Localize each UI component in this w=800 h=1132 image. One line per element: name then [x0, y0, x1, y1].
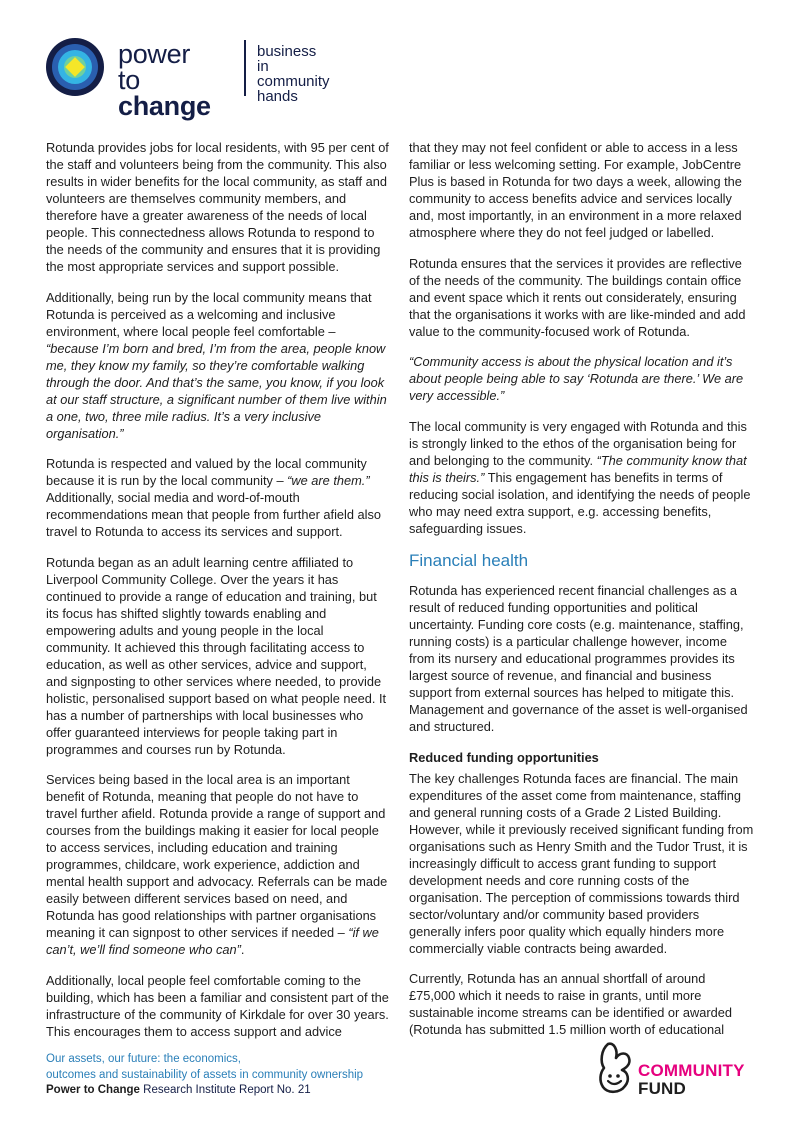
brand-name [118, 41, 211, 119]
paragraph: The key challenges Rotunda faces are financial. The main expenditures of the asset come from maintenance, staffing and general running costs of a Grade 2 Listed Building. However, while it previously received significant funding from organisations such as Henry Smith and the Tudor Trust, it is increasingly difficult to access grant funding to support development needs and core running costs of the organisation. The perception of commissions towards third sector/voluntary and/or community based providers generally infers poor quality which equally hinders more commercially viable contracts being awarded. [409, 770, 754, 956]
paragraph-text: Rotunda is respected and valued by the local community because it is run by the local community – [46, 456, 367, 488]
paragraph [409, 418, 754, 537]
paragraph-text: This engagement has benefits in terms of reducing social isolation, and identifying the needs of people who may need extra support, e.g. accessing benefits, safeguarding issues. [409, 469, 751, 536]
crossed-fingers-icon [596, 1040, 636, 1100]
paragraph-text: The local community is very engaged with Rotunda and this is strongly linked to the ethos of the organisation being for and belonging to the community. [409, 418, 747, 468]
quote: “Community access is about the physical location and it’s about people being able to say ‘Rotunda are there.’ We are very accessible.” [409, 354, 744, 403]
paragraph-text: . [240, 942, 245, 957]
logo-divider [244, 40, 246, 96]
footer-line [46, 1083, 363, 1099]
paragraph [46, 289, 391, 442]
paragraph: Rotunda ensures that the services it provides are reflective of the needs of the community. The buildings contain office and event space which it rents out considerately, ensuring that the organisations it works with are like-minded and add value to the community-focused work of Rotunda. [409, 255, 746, 339]
brand-word-2: change [118, 91, 211, 121]
paragraph [409, 353, 754, 404]
paragraph [46, 455, 391, 540]
footer-report: Research Institute Report No. 21 [139, 1084, 311, 1096]
brand-word-1: power to [118, 39, 191, 95]
paragraph [46, 771, 391, 958]
quote: “because I’m born and bred, I’m from the area, people know me, they know my family, so they’re comfortable walking through the door. And that’s the same, you know, if you look at our staff structure, a significant number of them live within a one, two, three mile radius. It’s a very inclusive organisation.” [46, 340, 387, 441]
footer-brand: Power to Change [46, 1084, 140, 1096]
tagline-line: community [257, 73, 330, 90]
paragraph-text: Additionally, being run by the local community means that Rotunda is perceived as a welcoming and inclusive environment, where local people feel comfortable – [46, 289, 372, 339]
tagline-line: hands [257, 88, 298, 105]
quote: “if we can’t, we’ll find someone who can” [46, 925, 379, 957]
tagline-line: business in [257, 43, 317, 75]
left-column [46, 139, 391, 1040]
fund-word-1: COMMUNITY [638, 1061, 745, 1080]
paragraph-text: Services being based in the local area is an important benefit of Rotunda, meaning that people do not have to travel further afield. Rotunda provide a range of support and courses from the buildings making it easier for local people to access services, including education and training programmes, childcare, work experience, addiction and mental health support and advocacy. Referrals can be made easily between different services based on need, and Rotunda has good relationships with partner organisations meaning it can signpost to other services if needed – [46, 772, 388, 940]
quote: “we are them.” [287, 473, 370, 488]
section-heading: Financial health [409, 551, 529, 570]
paragraph: Additionally, local people feel comfortable coming to the building, which has been a familiar and consistent part of the infrastructure of the community of Kirkdale for over 30 years. This encourages them to access support and advice [46, 972, 389, 1039]
page-footer [46, 1052, 363, 1099]
paragraph: Rotunda began as an adult learning centre affiliated to Liverpool Community College. Over the years it has continued to provide a range of education and training, but its focus has shifted slightly towards enabling and empowering adults and young people in the local community. It achieved this through facilitating access to education, as well as other services, advice and support, and signposting to other services where needed, to provide holistic, personalised support based on what people need. It has a number of partnerships with local businesses who offer guaranteed interviews for people taking part in programmes and courses run by Rotunda. [46, 554, 387, 757]
paragraph: Rotunda has experienced recent financial challenges as a result of reduced funding opportunities and political uncertainty. Funding core costs (e.g. maintenance, staffing, running costs) is a particular challenge however, income from its nursery and educational programmes provides its largest source of revenue, and financial and business support from external sources has helped to mitigate this. Management and governance of the asset is well-organised and structured. [409, 583, 748, 734]
community-fund-logo [596, 1040, 758, 1100]
footer-line: outcomes and sustainability of assets in community ownership [46, 1068, 364, 1081]
footer-line: Our assets, our future: the economics, [46, 1053, 241, 1065]
brand-tagline [257, 44, 330, 104]
paragraph: that they may not feel confident or able to access in a less familiar or less welcoming setting. For example, JobCentre Plus is based in Rotunda for two days a week, allowing the community to access benefits advice and services locally and, most importantly, in an environment in a more relaxed atmosphere where they do not feel judged or labelled. [409, 140, 742, 240]
paragraph: Rotunda provides jobs for local residents, with 95 per cent of the staff and volunteers being from the community. This also results in wider benefits for the local community, as staff and volunteers are themselves community members, and therefore have a greater awareness of the needs of local people. This connectedness allows Rotunda to respond to the needs of the community and ensures that it is providing the most appropriate services and support possible. [46, 140, 389, 274]
paragraph: Currently, Rotunda has an annual shortfall of around £75,000 which it needs to raise in grants, until more sustainable income streams can be identified or awarded (Rotunda has submitted 1.5 million worth of educational [409, 971, 732, 1037]
subheading: Reduced funding opportunities [409, 749, 599, 765]
quote: “The community know that this is theirs.” [409, 452, 747, 485]
paragraph-text: Additionally, social media and word-of-mouth recommendations mean that people from further afield also travel to Rotunda to access its services and support. [46, 490, 382, 539]
fund-word-2: FUND [638, 1079, 687, 1098]
target-logo-icon [46, 38, 104, 96]
right-column [409, 139, 754, 1038]
